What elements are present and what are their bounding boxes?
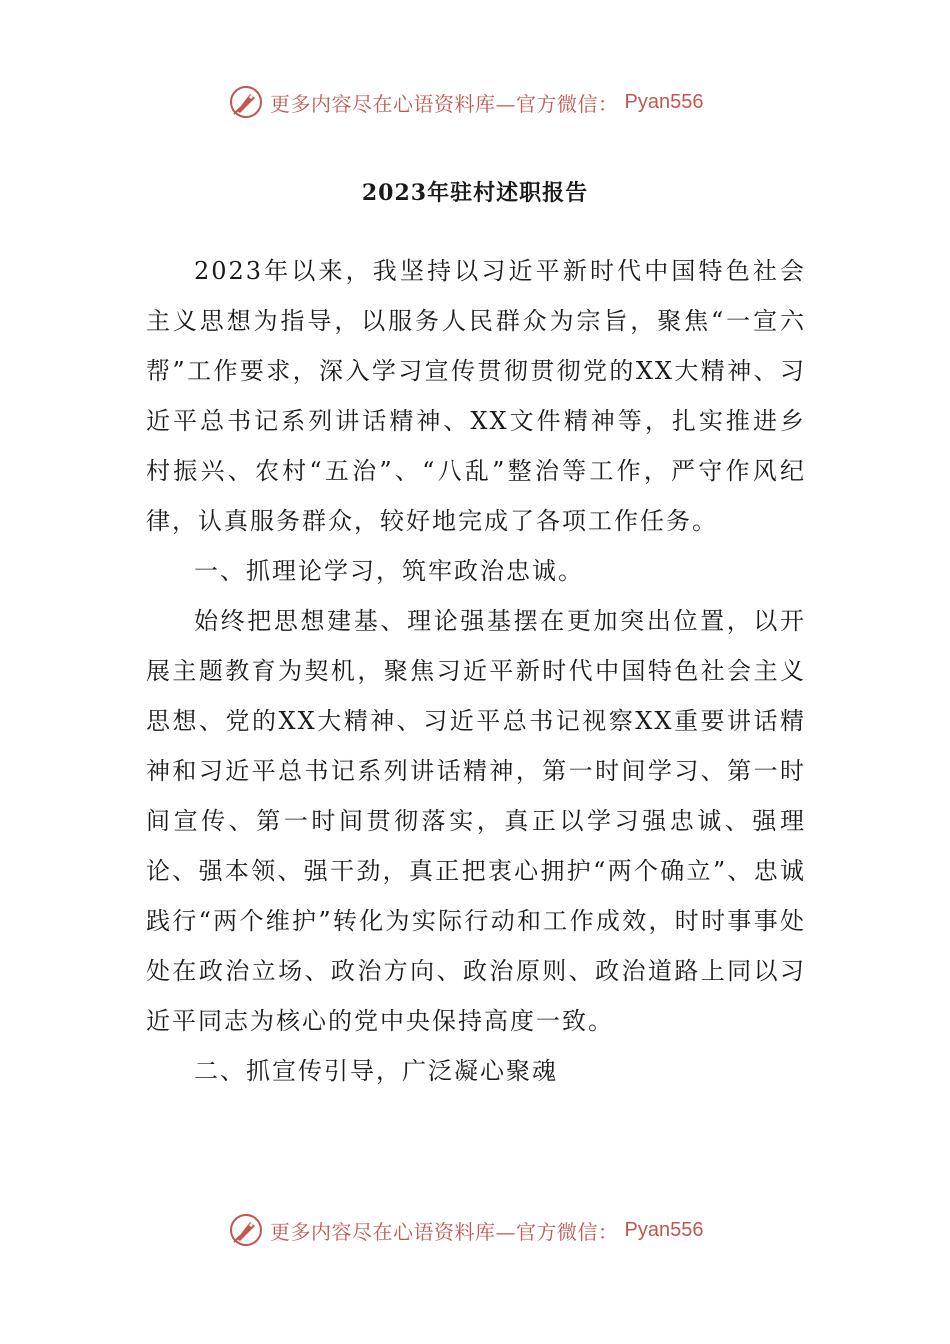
footer-watermark: [228, 1210, 728, 1250]
document-title: 2023年驻村述职报告: [361, 180, 589, 206]
document-body: [146, 246, 806, 1096]
intro-paragraph: 2023年以来，我坚持以习近平新时代中国特色社会主义思想为指导，以服务人民群众为宗旨，聚焦“一宣六帮”工作要求，深入学习宣传贯彻贯彻党的XX大精神、习近平总书记系列讲话精神、XX文件精神等，扎实推进乡村振兴、农村“五治”、“八乱”整治等工作，严守作风纪律，认真服务群众，较好地完成了各项工作任务。: [146, 257, 806, 535]
pen-nib-circle-icon: [228, 1212, 264, 1248]
watermark-wechat-id: Pyan556: [624, 90, 704, 113]
watermark-text: 更多内容尽在心语资料库—官方微信：: [270, 1219, 619, 1244]
section-heading-1: 一、抓理论学习，筑牢政治忠诚。: [194, 557, 584, 585]
watermark-text: 更多内容尽在心语资料库—官方微信：: [270, 91, 619, 116]
section-heading-2: 二、抓宣传引导，广泛凝心聚魂: [194, 1057, 558, 1085]
watermark-wechat-id: Pyan556: [624, 1218, 704, 1241]
section-paragraph-1: 始终把思想建基、理论强基摆在更加突出位置，以开展主题教育为契机，聚焦习近平新时代中国特色社会主义思想、党的XX大精神、习近平总书记视察XX重要讲话精神和习近平总书记系列讲话精神，第一时间学习、第一时间宣传、第一时间贯彻落实，真正以学习强忠诚、强理论、强本领、强干劲，真正把衷心拥护“两个确立”、忠诚践行“两个维护”转化为实际行动和工作成效，时时事事处处在政治立场、政治方向、政治原则、政治道路上同以习近平同志为核心的党中央保持高度一致。: [146, 607, 806, 1035]
pen-nib-circle-icon: [228, 84, 264, 120]
header-watermark: [228, 82, 728, 122]
